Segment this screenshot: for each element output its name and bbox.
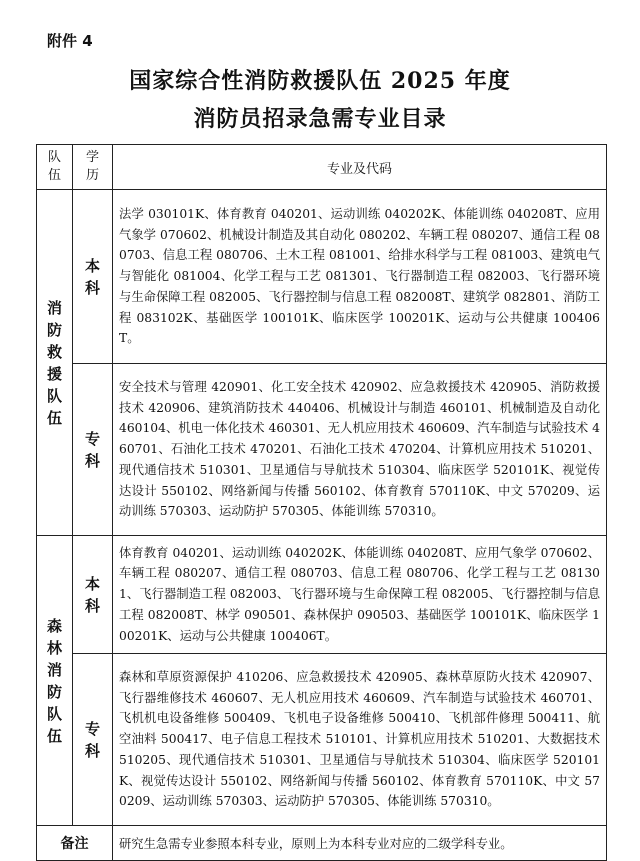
education-cell: 本科 [73, 190, 113, 364]
education-cell: 本科 [73, 536, 113, 654]
table-row [37, 536, 607, 654]
attachment-label: 附件 4 [47, 32, 93, 50]
majors-cell: 安全技术与管理 420901、化工安全技术 420902、应急救援技术 420905、消防救援技术 420906、建筑消防技术 440406、机械设计与制造 460101、机械制造及自动化 460104、机电一体化技术 460301、无人机应用技术 460609、汽车制造与试验技术 460701、石油化工技术 470201、石油化工技术 470204、计算机应用技术 510201、现代通信技术 510301、卫星通信与导航技术 510304、临床医学 520101K、视觉传达设计 550102、网络新闻与传播 560102、体育教育 570110K、中文 570209、运动训练 570303、运动防护 570305、体能训练 570310。 [113, 364, 607, 536]
table-row [37, 654, 607, 826]
majors-cell: 法学 030101K、体育教育 040201、运动训练 040202K、体能训练 040208T、应用气象学 070602、机械设计制造及其自动化 080202、车辆工程 080207、通信工程 080703、信息工程 080706、土木工程 081001、给排水科学与工程 081003、建筑电气与智能化 081004、化学工程与工艺 081301、飞行器制造工程 082003、飞行器环境与生命保障工程 082005、飞行器控制与信息工程 082008T、建筑学 082801、消防工程 083102K、基础医学 100101K、临床医学 100201K、运动与公共健康 100406T。 [113, 190, 607, 364]
education-cell: 专科 [73, 654, 113, 826]
majors-cell: 体育教育 040201、运动训练 040202K、体能训练 040208T、应用气象学 070602、车辆工程 080207、通信工程 080703、信息工程 080706、化学工程与工艺 081301、飞行器制造工程 082003、飞行器环境与生命保障工程 082005、飞行器控制与信息工程 082008T、林学 090501、森林保护 090503、基础医学 100101K、临床医学 100201K、运动与公共健康 100406T。 [113, 536, 607, 654]
note-text: 研究生急需专业参照本科专业，原则上为本科专业对应的二级学科专业。 [113, 826, 607, 861]
header-team: 队伍 [37, 145, 73, 190]
page-title-line1: 国家综合性消防救援队伍 2025 年度 [129, 68, 511, 94]
education-cell: 专科 [73, 364, 113, 536]
team-cell-forest-fire: 森林消防队伍 [37, 536, 73, 826]
header-majors: 专业及代码 [113, 145, 607, 190]
majors-table [36, 144, 607, 861]
table-row [37, 364, 607, 536]
note-label: 备注 [37, 826, 113, 861]
table-header-row [37, 145, 607, 190]
table-row [37, 190, 607, 364]
majors-cell: 森林和草原资源保护 410206、应急救援技术 420905、森林草原防火技术 420907、飞行器维修技术 460607、无人机应用技术 460609、汽车制造与试验技术 460701、飞机机电设备维修 500409、飞机电子设备维修 500410、飞机部件修理 500411、航空油料 500417、电子信息工程技术 510101、计算机应用技术 510201、大数据技术 510205、现代通信技术 510301、卫星通信与导航技术 510304、临床医学 520101K、视觉传达设计 550102、网络新闻与传播 560102、体育教育 570110K、中文 570209、运动训练 570303、运动防护 570305、体能训练 570310。 [113, 654, 607, 826]
team-cell-fire-rescue: 消防救援队伍 [37, 190, 73, 536]
page-title-line2: 消防员招录急需专业目录 [193, 106, 447, 132]
header-education: 学历 [73, 145, 113, 190]
note-row [37, 826, 607, 861]
